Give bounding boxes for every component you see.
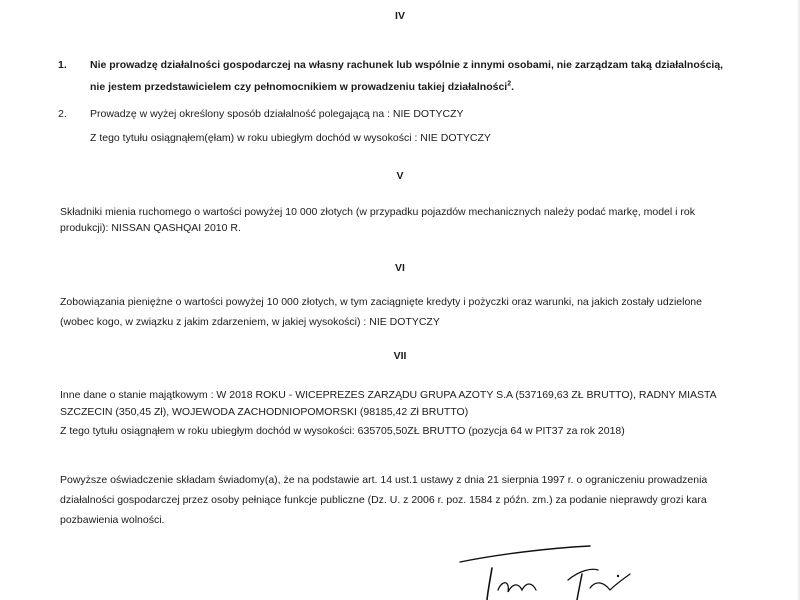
- section-vii-line1: Inne dane o stanie majątkowym : W 2018 ROKU - WICEPREZES ZARZĄDU GRUPA AZOTY S.A (537169,63 ZŁ BRUTTO), RADNY MIASTA: [60, 389, 717, 401]
- section-iv-item1-line2: [90, 81, 514, 94]
- section-iv-heading: IV: [395, 10, 405, 22]
- section-iv-item2-number: 2.: [58, 108, 67, 120]
- section-iv-item1-end: .: [511, 81, 515, 93]
- statement-line3: pozbawienia wolności.: [60, 514, 165, 526]
- section-v-heading: V: [396, 170, 404, 182]
- section-vii-line3: Z tego tytułu osiągnąłem w roku ubiegłym dochód w wysokości: 635705,50ZŁ BRUTTO (pozycja 64 w PIT37 za rok 2018): [60, 425, 625, 437]
- handwritten-signature: [440, 540, 640, 600]
- section-iv-item1-line1: Nie prowadzę działalności gospodarczej na własny rachunek lub wspólnie z innymi osobami, nie zarządzam taką działalnością,: [90, 59, 724, 71]
- section-iv-item2-line2: Z tego tytułu osiągnąłem(ęłam) w roku ubiegłym dochód w wysokości : NIE DOTYCZY: [90, 132, 491, 144]
- statement-line1: Powyższe oświadczenie składam świadomy(a), że na podstawie art. 14 ust.1 ustawy z dnia 21 sierpnia 1997 r. o ograniczeniu prowadzenia: [60, 474, 708, 486]
- section-iv-item1-number: 1.: [58, 59, 67, 71]
- statement-line2: działalności gospodarczej przez osoby pełniące funkcje publiczne (Dz. U. z 2006 r. poz. 1584 z późn. zm.) za podanie nieprawdy grozi kara: [60, 494, 707, 506]
- section-vi-heading: VI: [395, 262, 405, 274]
- section-vi-line1: Zobowiązania pieniężne o wartości powyżej 10 000 złotych, w tym zaciągnięte kredyty i pożyczki oraz warunki, na jakich zostały udzielone: [60, 296, 702, 308]
- section-vii-line2: SZCZECIN (350,45 Zł), WOJEWODA ZACHODNIOPOMORSKI (98185,42 Zł BRUTTO): [60, 406, 469, 418]
- footnote-marker: 2: [507, 80, 512, 88]
- section-v-line2: produkcji): NISSAN QASHQAI 2010 R.: [60, 222, 241, 234]
- section-vii-heading: VII: [393, 350, 407, 362]
- section-iv-item2-line1: Prowadzę w wyżej określony sposób działalność polegającą na : NIE DOTYCZY: [90, 108, 464, 120]
- section-v-line1: Składniki mienia ruchomego o wartości powyżej 10 000 złotych (w przypadku pojazdów mechanicznych należy podać markę, model i rok: [60, 206, 695, 218]
- section-vi-line2: (wobec kogo, w związku z jakim zdarzeniem, w jakiej wysokości) : NIE DOTYCZY: [60, 316, 440, 328]
- section-iv-item1-line2-text: nie jestem przedstawicielem czy pełnomocnikiem w prowadzeniu takiej działalności: [90, 81, 508, 93]
